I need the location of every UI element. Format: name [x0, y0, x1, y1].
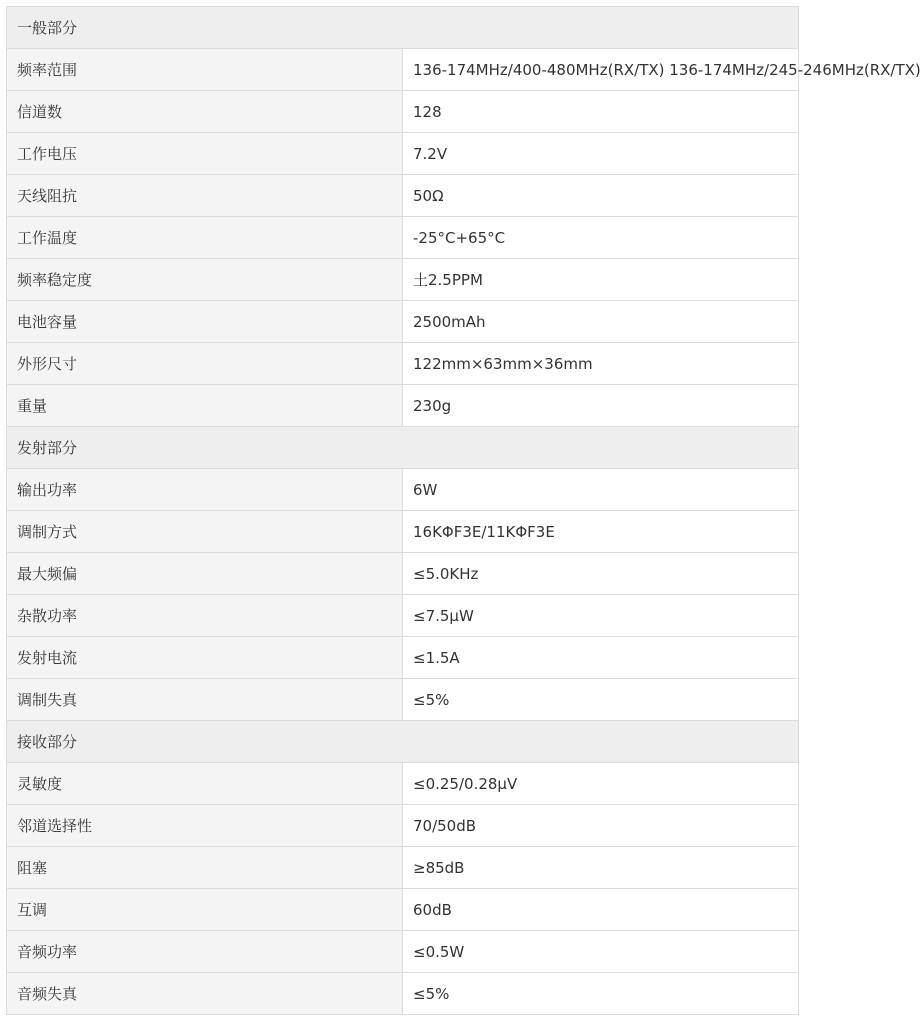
spec-row-battery-capacity	[7, 301, 799, 343]
spec-label: 最大频偏	[7, 553, 403, 595]
spec-value: 128	[403, 91, 799, 133]
spec-value: ≤5.0KHz	[403, 553, 799, 595]
spec-value: 136-174MHz/400-480MHz(RX/TX) 136-174MHz/245-246MHz(RX/TX)	[403, 49, 799, 91]
spec-row-channels	[7, 91, 799, 133]
spec-value: -25°C+65°C	[403, 217, 799, 259]
section-header-general	[7, 7, 799, 49]
spec-value: 16KΦF3E/11KΦF3E	[403, 511, 799, 553]
spec-label: 天线阻抗	[7, 175, 403, 217]
spec-row-operating-temperature	[7, 217, 799, 259]
spec-row-spurious-power	[7, 595, 799, 637]
spec-value: ≤0.25/0.28μV	[403, 763, 799, 805]
spec-row-audio-distortion	[7, 973, 799, 1015]
spec-row-transmit-current	[7, 637, 799, 679]
section-title: 一般部分	[7, 7, 799, 49]
spec-row-sensitivity	[7, 763, 799, 805]
spec-row-modulation	[7, 511, 799, 553]
section-header-receive	[7, 721, 799, 763]
spec-value: 6W	[403, 469, 799, 511]
spec-label: 互调	[7, 889, 403, 931]
spec-label: 电池容量	[7, 301, 403, 343]
spec-value: 230g	[403, 385, 799, 427]
spec-label: 杂散功率	[7, 595, 403, 637]
spec-row-output-power	[7, 469, 799, 511]
spec-label: 工作电压	[7, 133, 403, 175]
spec-row-frequency-range	[7, 49, 799, 91]
section-title: 接收部分	[7, 721, 799, 763]
spec-value: 2500mAh	[403, 301, 799, 343]
spec-table-body	[7, 7, 921, 1015]
spec-label: 音频失真	[7, 973, 403, 1015]
spec-value: ≤5%	[403, 973, 799, 1015]
spec-row-voltage	[7, 133, 799, 175]
spec-row-blocking	[7, 847, 799, 889]
spec-label: 阻塞	[7, 847, 403, 889]
spec-value: 60dB	[403, 889, 799, 931]
spec-table	[6, 6, 921, 1015]
spec-value: ≤5%	[403, 679, 799, 721]
spec-label: 调制方式	[7, 511, 403, 553]
spec-value: 7.2V	[403, 133, 799, 175]
section-header-transmit	[7, 427, 799, 469]
spec-label: 灵敏度	[7, 763, 403, 805]
section-title: 发射部分	[7, 427, 799, 469]
spec-value: ≥85dB	[403, 847, 799, 889]
spec-row-adjacent-selectivity	[7, 805, 799, 847]
spec-row-frequency-stability	[7, 259, 799, 301]
spec-label: 工作温度	[7, 217, 403, 259]
spec-value: 122mm×63mm×36mm	[403, 343, 799, 385]
spec-row-weight	[7, 385, 799, 427]
spec-label: 发射电流	[7, 637, 403, 679]
spec-label: 音频功率	[7, 931, 403, 973]
spec-label: 邻道选择性	[7, 805, 403, 847]
spec-label: 输出功率	[7, 469, 403, 511]
spec-row-audio-power	[7, 931, 799, 973]
spec-value: 50Ω	[403, 175, 799, 217]
spec-label: 频率稳定度	[7, 259, 403, 301]
spec-label: 重量	[7, 385, 403, 427]
spec-value: ≤1.5A	[403, 637, 799, 679]
spec-row-max-deviation	[7, 553, 799, 595]
spec-label: 信道数	[7, 91, 403, 133]
spec-label: 频率范围	[7, 49, 403, 91]
spec-value: ≤0.5W	[403, 931, 799, 973]
spec-row-intermodulation	[7, 889, 799, 931]
spec-row-dimensions	[7, 343, 799, 385]
spec-value: 70/50dB	[403, 805, 799, 847]
spec-label: 外形尺寸	[7, 343, 403, 385]
spec-row-modulation-distortion	[7, 679, 799, 721]
spec-value: ≤7.5μW	[403, 595, 799, 637]
spec-value: 土2.5PPM	[403, 259, 799, 301]
spec-label: 调制失真	[7, 679, 403, 721]
spec-row-antenna-impedance	[7, 175, 799, 217]
